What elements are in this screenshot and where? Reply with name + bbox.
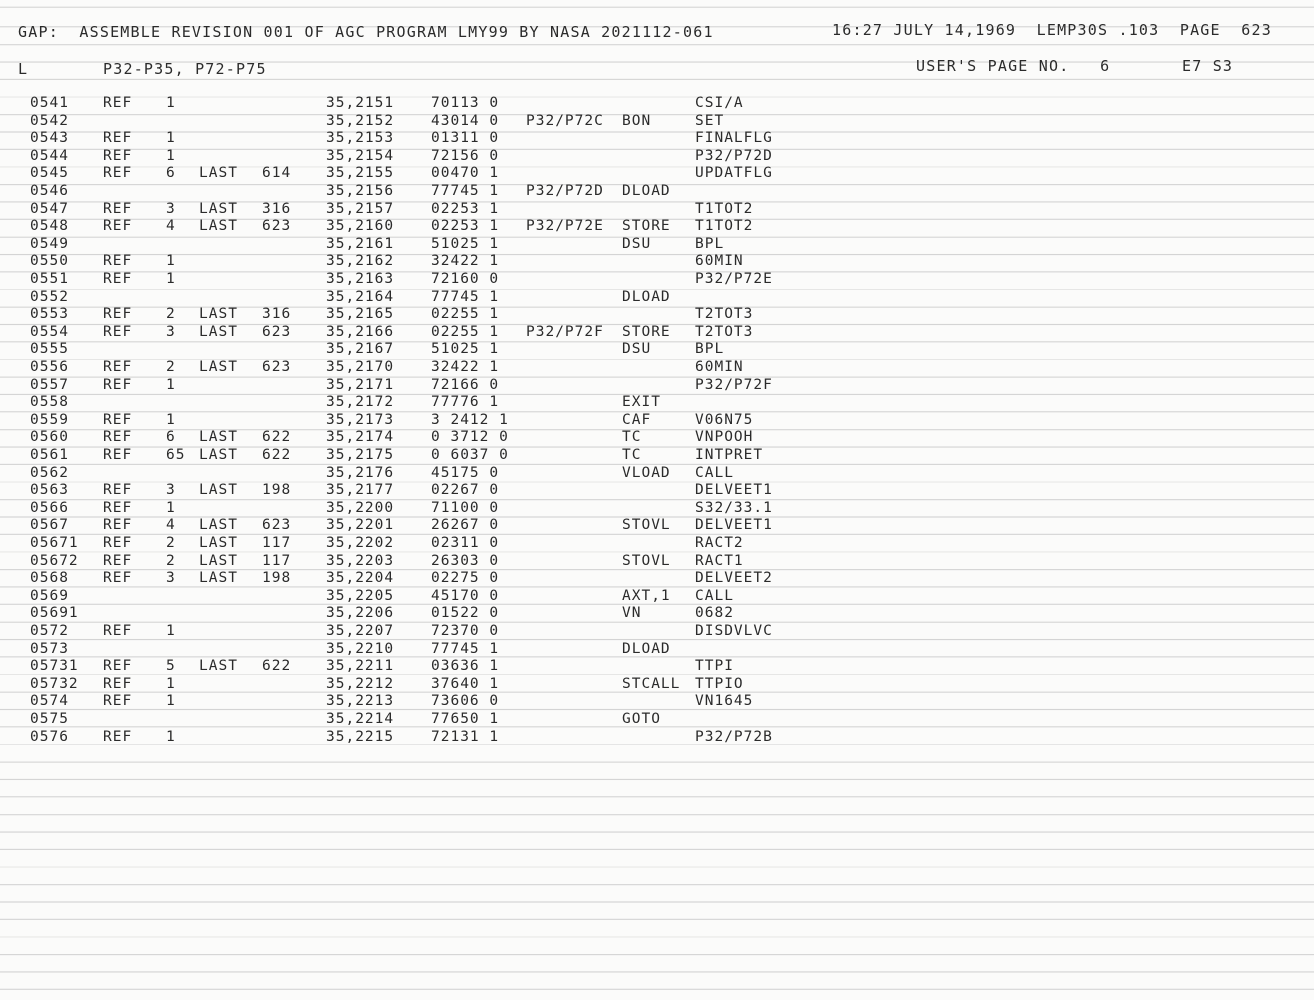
octal-word: 71100 0	[431, 499, 500, 516]
octal-word: 32422 1	[431, 359, 500, 375]
ref-keyword: REF	[103, 728, 133, 745]
ref-keyword: REF	[103, 499, 133, 516]
address: 35,2164	[326, 288, 395, 305]
opcode: VN	[622, 605, 642, 622]
address: 35,2175	[326, 447, 395, 463]
operand: CALL	[695, 464, 734, 481]
octal-word: 77745 1	[431, 183, 500, 199]
octal-word: 01522 0	[431, 605, 500, 622]
operand: CSI/A	[695, 95, 744, 111]
ref-keyword: REF	[103, 376, 133, 393]
ref-count: 3	[166, 200, 176, 217]
line-number: 0563	[30, 482, 69, 499]
ref-keyword: REF	[103, 253, 133, 270]
last-keyword: LAST	[199, 447, 238, 463]
ref-count: 65	[166, 447, 186, 463]
ref-keyword: REF	[103, 517, 133, 534]
ref-keyword: REF	[103, 218, 133, 235]
operand: P32/P72E	[695, 271, 773, 287]
ref-keyword: REF	[103, 570, 133, 587]
line-number: 0567	[30, 517, 69, 534]
address: 35,2207	[326, 623, 395, 639]
ref-count: 3	[166, 570, 176, 587]
ref-count: 1	[166, 675, 176, 692]
operand: DELVEET1	[695, 517, 773, 534]
octal-word: 72156 0	[431, 147, 500, 164]
address: 35,2205	[326, 587, 395, 604]
octal-word: 45175 0	[431, 464, 500, 481]
line-number: 0554	[30, 323, 69, 340]
address: 35,2170	[326, 359, 395, 375]
line-number: 0548	[30, 218, 69, 235]
line-number: 0542	[30, 112, 69, 129]
opcode: DLOAD	[622, 640, 671, 657]
ref-count: 1	[166, 147, 176, 164]
opcode: STORE	[622, 323, 671, 340]
operand: P32/P72F	[695, 376, 773, 393]
last-page: 198	[262, 482, 292, 499]
address: 35,2163	[326, 271, 395, 287]
ref-keyword: REF	[103, 429, 133, 446]
ref-keyword: REF	[103, 411, 133, 428]
last-page: 623	[262, 517, 292, 534]
operand: RACT2	[695, 535, 744, 551]
ref-keyword: REF	[103, 323, 133, 340]
last-keyword: LAST	[199, 552, 238, 569]
address: 35,2161	[326, 235, 395, 252]
address: 35,2202	[326, 535, 395, 551]
ref-keyword: REF	[103, 271, 133, 287]
line-number: 0573	[30, 640, 69, 657]
address: 35,2206	[326, 605, 395, 622]
line-number: 0553	[30, 306, 69, 323]
operand: UPDATFLG	[695, 165, 773, 182]
ref-count: 1	[166, 253, 176, 270]
ref-keyword: REF	[103, 552, 133, 569]
ref-count: 1	[166, 499, 176, 516]
line-number: 0545	[30, 165, 69, 182]
last-keyword: LAST	[199, 429, 238, 446]
last-keyword: LAST	[199, 535, 238, 551]
line-number: 0550	[30, 253, 69, 270]
address: 35,2160	[326, 218, 395, 235]
octal-word: 0 3712 0	[431, 429, 509, 446]
opcode: EXIT	[622, 394, 661, 411]
last-page: 614	[262, 165, 292, 182]
line-number: 0549	[30, 235, 69, 252]
opcode: DSU	[622, 341, 652, 358]
line-number: 05731	[30, 658, 79, 675]
ref-count: 2	[166, 552, 176, 569]
address: 35,2165	[326, 306, 395, 323]
operand: VNPOOH	[695, 429, 754, 446]
opcode: BON	[622, 112, 652, 129]
last-keyword: LAST	[199, 482, 238, 499]
octal-word: 26303 0	[431, 552, 500, 569]
last-page: 316	[262, 200, 292, 217]
octal-word: 51025 1	[431, 341, 500, 358]
header-assembly-line: GAP: ASSEMBLE REVISION 001 OF AGC PROGRAM LMY99 BY NASA 2021112-061	[18, 23, 714, 41]
last-page: 316	[262, 306, 292, 323]
line-number: 0547	[30, 200, 69, 217]
address: 35,2200	[326, 499, 395, 516]
octal-word: 73606 0	[431, 693, 500, 710]
ref-keyword: REF	[103, 447, 133, 463]
last-page: 623	[262, 359, 292, 375]
opcode: DSU	[622, 235, 652, 252]
address: 35,2171	[326, 376, 395, 393]
line-number: 0572	[30, 623, 69, 639]
last-keyword: LAST	[199, 306, 238, 323]
opcode: STOVL	[622, 552, 671, 569]
label: P32/P72F	[526, 323, 604, 340]
ref-keyword: REF	[103, 95, 133, 111]
octal-word: 37640 1	[431, 675, 500, 692]
opcode: CAF	[622, 411, 652, 428]
address: 35,2212	[326, 675, 395, 692]
octal-word: 43014 0	[431, 112, 500, 129]
operand: P32/P72B	[695, 728, 773, 745]
address: 35,2204	[326, 570, 395, 587]
line-number: 0569	[30, 587, 69, 604]
line-number: 0566	[30, 499, 69, 516]
octal-word: 03636 1	[431, 658, 500, 675]
ref-count: 2	[166, 359, 176, 375]
operand: TTPIO	[695, 675, 744, 692]
ref-keyword: REF	[103, 693, 133, 710]
operand: V06N75	[695, 411, 754, 428]
operand: TTPI	[695, 658, 734, 675]
address: 35,2167	[326, 341, 395, 358]
operand: P32/P72D	[695, 147, 773, 164]
octal-word: 77776 1	[431, 394, 500, 411]
last-keyword: LAST	[199, 359, 238, 375]
ref-count: 6	[166, 429, 176, 446]
last-page: 622	[262, 447, 292, 463]
label: P32/P72E	[526, 218, 604, 235]
ref-keyword: REF	[103, 359, 133, 375]
operand: DISDVLVC	[695, 623, 773, 639]
ref-count: 1	[166, 411, 176, 428]
octal-word: 02255 1	[431, 306, 500, 323]
address: 35,2177	[326, 482, 395, 499]
octal-word: 0 6037 0	[431, 447, 509, 463]
operand: RACT1	[695, 552, 744, 569]
operand: 60MIN	[695, 253, 744, 270]
octal-word: 77745 1	[431, 288, 500, 305]
address: 35,2155	[326, 165, 395, 182]
octal-word: 77650 1	[431, 711, 500, 727]
line-number: 0568	[30, 570, 69, 587]
ref-keyword: REF	[103, 200, 133, 217]
octal-word: 02255 1	[431, 323, 500, 340]
line-number: 0557	[30, 376, 69, 393]
octal-word: 3 2412 1	[431, 411, 509, 428]
ref-count: 3	[166, 323, 176, 340]
octal-word: 72370 0	[431, 623, 500, 639]
opcode: TC	[622, 447, 642, 463]
ref-count: 1	[166, 623, 176, 639]
line-number: 0575	[30, 711, 69, 727]
ref-keyword: REF	[103, 165, 133, 182]
address: 35,2156	[326, 183, 395, 199]
opcode: STOVL	[622, 517, 671, 534]
line-number: 0558	[30, 394, 69, 411]
ref-keyword: REF	[103, 147, 133, 164]
line-number: 0555	[30, 341, 69, 358]
ref-keyword: REF	[103, 130, 133, 147]
operand: BPL	[695, 341, 725, 358]
ref-count: 6	[166, 165, 176, 182]
line-number: 05732	[30, 675, 79, 692]
last-page: 622	[262, 658, 292, 675]
ref-count: 2	[166, 535, 176, 551]
octal-word: 72166 0	[431, 376, 500, 393]
octal-word: 02267 0	[431, 482, 500, 499]
address: 35,2151	[326, 95, 395, 111]
address: 35,2201	[326, 517, 395, 534]
line-number: 0543	[30, 130, 69, 147]
octal-word: 45170 0	[431, 587, 500, 604]
octal-word: 02275 0	[431, 570, 500, 587]
operand: FINALFLG	[695, 130, 773, 147]
operand: 60MIN	[695, 359, 744, 375]
last-keyword: LAST	[199, 218, 238, 235]
ref-count: 2	[166, 306, 176, 323]
address: 35,2215	[326, 728, 395, 745]
operand: T2TOT3	[695, 323, 754, 340]
last-page: 117	[262, 552, 292, 569]
address: 35,2214	[326, 711, 395, 727]
opcode: AXT,1	[622, 587, 671, 604]
last-keyword: LAST	[199, 165, 238, 182]
octal-word: 72160 0	[431, 271, 500, 287]
ref-count: 1	[166, 271, 176, 287]
operand: SET	[695, 112, 725, 129]
operand: DELVEET1	[695, 482, 773, 499]
address: 35,2154	[326, 147, 395, 164]
operand: DELVEET2	[695, 570, 773, 587]
last-page: 198	[262, 570, 292, 587]
octal-word: 02253 1	[431, 200, 500, 217]
address: 35,2172	[326, 394, 395, 411]
ref-count: 1	[166, 130, 176, 147]
address: 35,2166	[326, 323, 395, 340]
line-number: 05671	[30, 535, 79, 551]
ref-keyword: REF	[103, 675, 133, 692]
opcode: STORE	[622, 218, 671, 235]
last-page: 623	[262, 323, 292, 340]
opcode: TC	[622, 429, 642, 446]
octal-word: 77745 1	[431, 640, 500, 657]
octal-word: 51025 1	[431, 235, 500, 252]
operand: T1TOT2	[695, 218, 754, 235]
line-number: 0561	[30, 447, 69, 463]
header-log-marker: L	[18, 60, 29, 78]
ref-keyword: REF	[103, 623, 133, 639]
ref-count: 3	[166, 482, 176, 499]
last-page: 623	[262, 218, 292, 235]
opcode: STCALL	[622, 675, 681, 692]
ref-keyword: REF	[103, 535, 133, 551]
address: 35,2153	[326, 130, 395, 147]
last-keyword: LAST	[199, 323, 238, 340]
octal-word: 26267 0	[431, 517, 500, 534]
line-number: 0541	[30, 95, 69, 111]
label: P32/P72D	[526, 183, 604, 199]
ref-count: 4	[166, 517, 176, 534]
operand: INTPRET	[695, 447, 764, 463]
ref-count: 1	[166, 95, 176, 111]
operand: BPL	[695, 235, 725, 252]
last-keyword: LAST	[199, 658, 238, 675]
operand: 0682	[695, 605, 734, 622]
ref-count: 5	[166, 658, 176, 675]
last-keyword: LAST	[199, 200, 238, 217]
octal-word: 02311 0	[431, 535, 500, 551]
operand: S32/33.1	[695, 499, 773, 516]
address: 35,2211	[326, 658, 395, 675]
last-keyword: LAST	[199, 517, 238, 534]
octal-word: 32422 1	[431, 253, 500, 270]
operand: CALL	[695, 587, 734, 604]
address: 35,2213	[326, 693, 395, 710]
line-number: 05672	[30, 552, 79, 569]
ref-keyword: REF	[103, 306, 133, 323]
opcode: VLOAD	[622, 464, 671, 481]
address: 35,2203	[326, 552, 395, 569]
operand: T2TOT3	[695, 306, 754, 323]
header-user-page: USER'S PAGE NO. 6 E7 S3	[916, 57, 1234, 75]
line-number: 0544	[30, 147, 69, 164]
operand: VN1645	[695, 693, 754, 710]
ref-count: 1	[166, 376, 176, 393]
ref-keyword: REF	[103, 482, 133, 499]
line-number: 0574	[30, 693, 69, 710]
operand: T1TOT2	[695, 200, 754, 217]
address: 35,2174	[326, 429, 395, 446]
line-number: 0546	[30, 183, 69, 199]
octal-word: 00470 1	[431, 165, 500, 182]
address: 35,2152	[326, 112, 395, 129]
opcode: DLOAD	[622, 288, 671, 305]
address: 35,2173	[326, 411, 395, 428]
octal-word: 01311 0	[431, 130, 500, 147]
line-number: 0556	[30, 359, 69, 375]
address: 35,2157	[326, 200, 395, 217]
label: P32/P72C	[526, 112, 604, 129]
ref-count: 1	[166, 693, 176, 710]
opcode: DLOAD	[622, 183, 671, 199]
line-number: 0552	[30, 288, 69, 305]
octal-word: 72131 1	[431, 728, 500, 745]
line-number: 0576	[30, 728, 69, 745]
header-section-title: P32-P35, P72-P75	[103, 60, 267, 78]
last-keyword: LAST	[199, 570, 238, 587]
ref-count: 4	[166, 218, 176, 235]
ref-count: 1	[166, 728, 176, 745]
header-timestamp-page: 16:27 JULY 14,1969 LEMP30S .103 PAGE 623	[832, 21, 1272, 39]
address: 35,2176	[326, 464, 395, 481]
address: 35,2210	[326, 640, 395, 657]
line-number: 05691	[30, 605, 79, 622]
ref-keyword: REF	[103, 658, 133, 675]
line-number: 0560	[30, 429, 69, 446]
line-number: 0551	[30, 271, 69, 287]
address: 35,2162	[326, 253, 395, 270]
last-page: 117	[262, 535, 292, 551]
last-page: 622	[262, 429, 292, 446]
line-number: 0562	[30, 464, 69, 481]
octal-word: 70113 0	[431, 95, 500, 111]
line-number: 0559	[30, 411, 69, 428]
opcode: GOTO	[622, 711, 661, 727]
octal-word: 02253 1	[431, 218, 500, 235]
